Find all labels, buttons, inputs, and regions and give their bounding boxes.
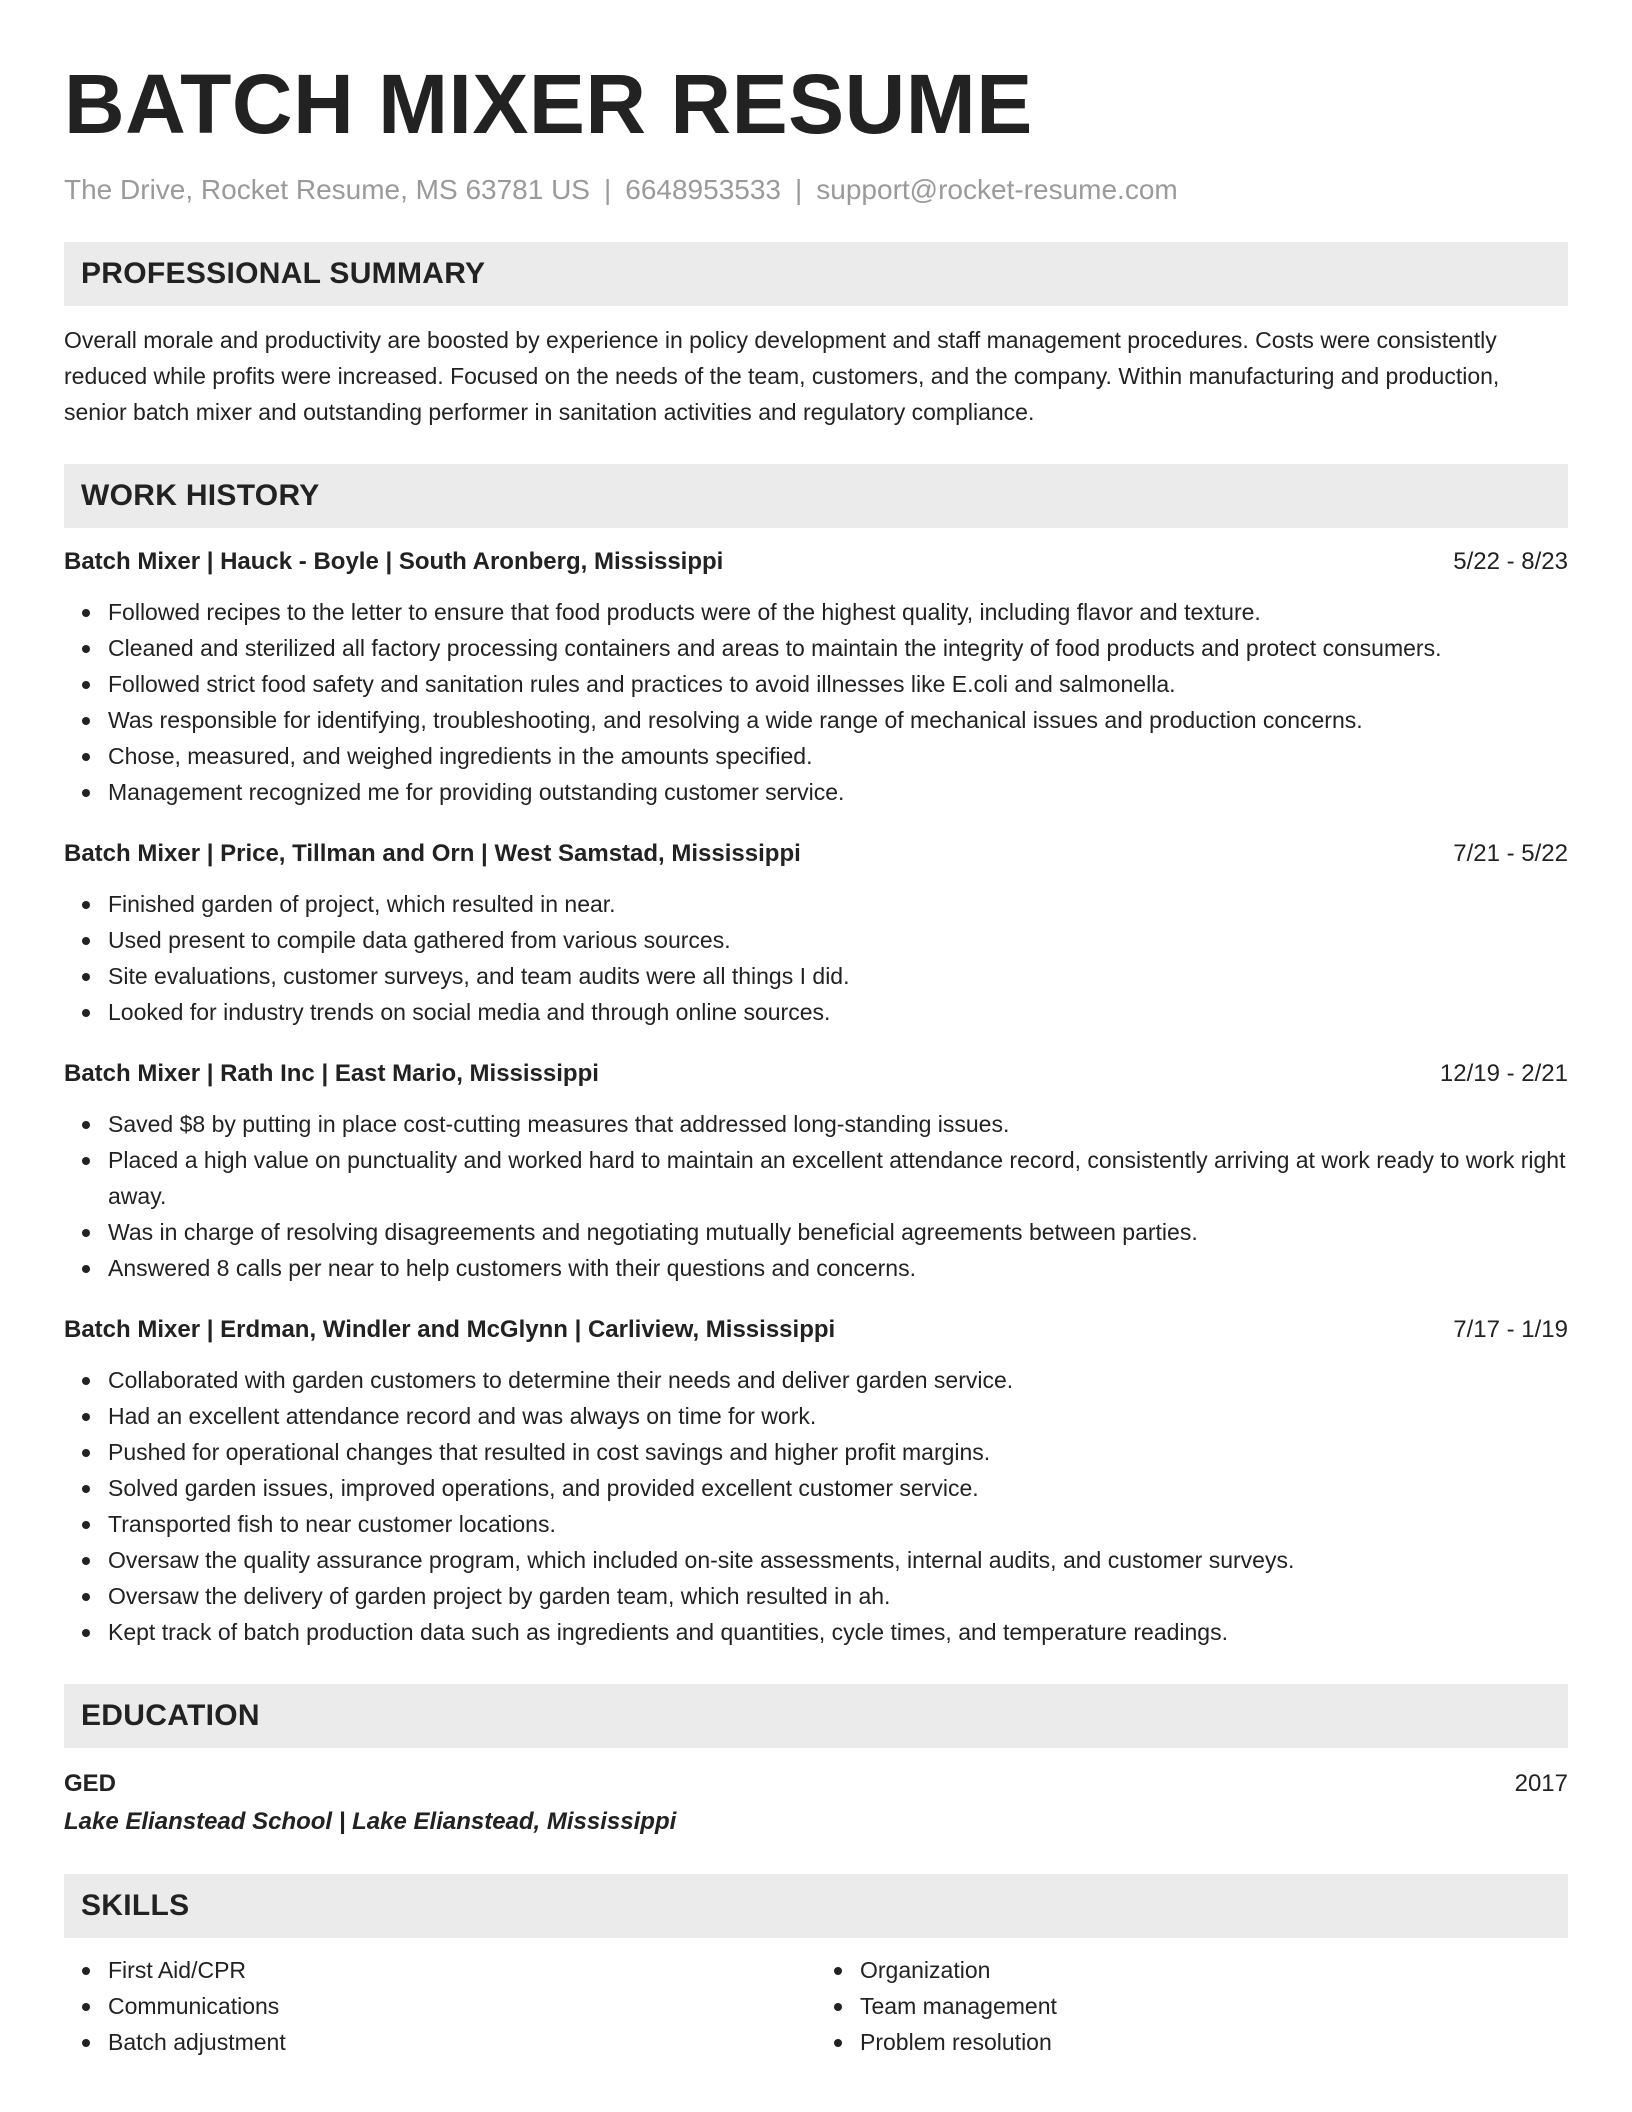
job-title: Batch Mixer | Rath Inc | East Mario, Mississippi	[64, 1060, 599, 1087]
contact-address: The Drive, Rocket Resume, MS 63781 US	[64, 174, 590, 205]
job-bullet: Oversaw the quality assurance program, which included on-site assessments, internal audits, and customer surveys.	[108, 1542, 1568, 1578]
job-bullet: Was responsible for identifying, troubleshooting, and resolving a wide range of mechanical issues and production concerns.	[108, 702, 1568, 738]
education-entry	[64, 1766, 1568, 1840]
job-bullet: Saved $8 by putting in place cost-cutting measures that addressed long-standing issues.	[108, 1106, 1568, 1142]
skills-list	[816, 1952, 1568, 2060]
job-header	[64, 1312, 1568, 1348]
education-section-header	[64, 1684, 1568, 1748]
skills-section-header	[64, 1874, 1568, 1938]
job-bullet: Used present to compile data gathered from various sources.	[108, 922, 1568, 958]
job-bullet: Kept track of batch production data such as ingredients and quantities, cycle times, and temperature readings.	[108, 1614, 1568, 1650]
job-bullets	[64, 594, 1568, 810]
job-header	[64, 544, 1568, 580]
job-bullet: Oversaw the delivery of garden project by garden team, which resulted in ah.	[108, 1578, 1568, 1614]
job-dates: 7/17 - 1/19	[1453, 1316, 1568, 1343]
job-title: Batch Mixer | Erdman, Windler and McGlynn | Carliview, Mississippi	[64, 1316, 836, 1343]
skill-item: Batch adjustment	[108, 2024, 816, 2060]
job-bullet: Followed strict food safety and sanitation rules and practices to avoid illnesses like E.coli and salmonella.	[108, 666, 1568, 702]
skills-column-right	[816, 1952, 1568, 2060]
job-bullets	[64, 1106, 1568, 1286]
work-section-header	[64, 464, 1568, 528]
skills-grid	[64, 1952, 1568, 2060]
education-heading: EDUCATION	[81, 1699, 260, 1732]
job-header	[64, 1056, 1568, 1092]
job-bullet: Transported fish to near customer locations.	[108, 1506, 1568, 1542]
job-bullet: Solved garden issues, improved operations, and provided excellent customer service.	[108, 1470, 1568, 1506]
work-heading: WORK HISTORY	[81, 479, 320, 512]
skill-item: First Aid/CPR	[108, 1952, 816, 1988]
skill-item: Problem resolution	[860, 2024, 1568, 2060]
summary-heading: PROFESSIONAL SUMMARY	[81, 257, 486, 290]
job-bullet: Placed a high value on punctuality and worked hard to maintain an excellent attendance record, consistently arriving at work ready to work right away.	[108, 1142, 1568, 1214]
contact-line	[64, 172, 1568, 208]
resume-title: BATCH MIXER RESUME	[64, 57, 1033, 151]
job-header	[64, 836, 1568, 872]
job-title: Batch Mixer | Hauck - Boyle | South Aronberg, Mississippi	[64, 548, 724, 575]
job-dates: 5/22 - 8/23	[1453, 548, 1568, 575]
contact-email: support@rocket-resume.com	[816, 174, 1178, 205]
education-header	[64, 1766, 1568, 1802]
job-bullet: Cleaned and sterilized all factory processing containers and areas to maintain the integrity of food products and protect consumers.	[108, 630, 1568, 666]
job-bullet: Site evaluations, customer surveys, and team audits were all things I did.	[108, 958, 1568, 994]
job-entry	[64, 1312, 1568, 1650]
job-entry	[64, 544, 1568, 810]
contact-phone: 6648953533	[625, 174, 781, 205]
job-bullet: Finished garden of project, which resulted in near.	[108, 886, 1568, 922]
skills-heading: SKILLS	[81, 1889, 190, 1922]
job-entry	[64, 836, 1568, 1030]
education-year: 2017	[1514, 1770, 1568, 1797]
skill-item: Organization	[860, 1952, 1568, 1988]
job-bullet: Management recognized me for providing outstanding customer service.	[108, 774, 1568, 810]
job-bullet: Pushed for operational changes that resulted in cost savings and higher profit margins.	[108, 1434, 1568, 1470]
contact-separator: |	[795, 174, 803, 205]
job-bullet: Chose, measured, and weighed ingredients in the amounts specified.	[108, 738, 1568, 774]
skills-list	[64, 1952, 816, 2060]
job-entry	[64, 1056, 1568, 1286]
job-bullet: Had an excellent attendance record and was always on time for work.	[108, 1398, 1568, 1434]
job-bullet: Followed recipes to the letter to ensure that food products were of the highest quality, including flavor and texture.	[108, 594, 1568, 630]
job-bullet: Looked for industry trends on social media and through online sources.	[108, 994, 1568, 1030]
job-dates: 12/19 - 2/21	[1439, 1060, 1568, 1087]
job-bullet: Was in charge of resolving disagreements and negotiating mutually beneficial agreements between parties.	[108, 1214, 1568, 1250]
summary-text: Overall morale and productivity are boosted by experience in policy development and staff management procedures. Costs were consistently reduced while profits were increased. Focused on the needs of the team, customers, and the company. Within manufacturing and production, senior batch mixer and outstanding performer in sanitation activities and regulatory compliance.	[64, 327, 1500, 425]
job-bullets	[64, 886, 1568, 1030]
skill-item: Communications	[108, 1988, 816, 2024]
skill-item: Team management	[860, 1988, 1568, 2024]
job-dates: 7/21 - 5/22	[1453, 840, 1568, 867]
contact-separator: |	[603, 174, 612, 205]
education-school: Lake Elianstead School | Lake Elianstead, Mississippi	[64, 1808, 677, 1835]
job-bullet: Answered 8 calls per near to help customers with their questions and concerns.	[108, 1250, 1568, 1286]
job-title: Batch Mixer | Price, Tillman and Orn | West Samstad, Mississippi	[64, 840, 801, 867]
job-bullets	[64, 1362, 1568, 1650]
job-bullet: Collaborated with garden customers to determine their needs and deliver garden service.	[108, 1362, 1568, 1398]
education-degree: GED	[64, 1770, 117, 1797]
skills-column-left	[64, 1952, 816, 2060]
summary-section-header	[64, 242, 1568, 306]
